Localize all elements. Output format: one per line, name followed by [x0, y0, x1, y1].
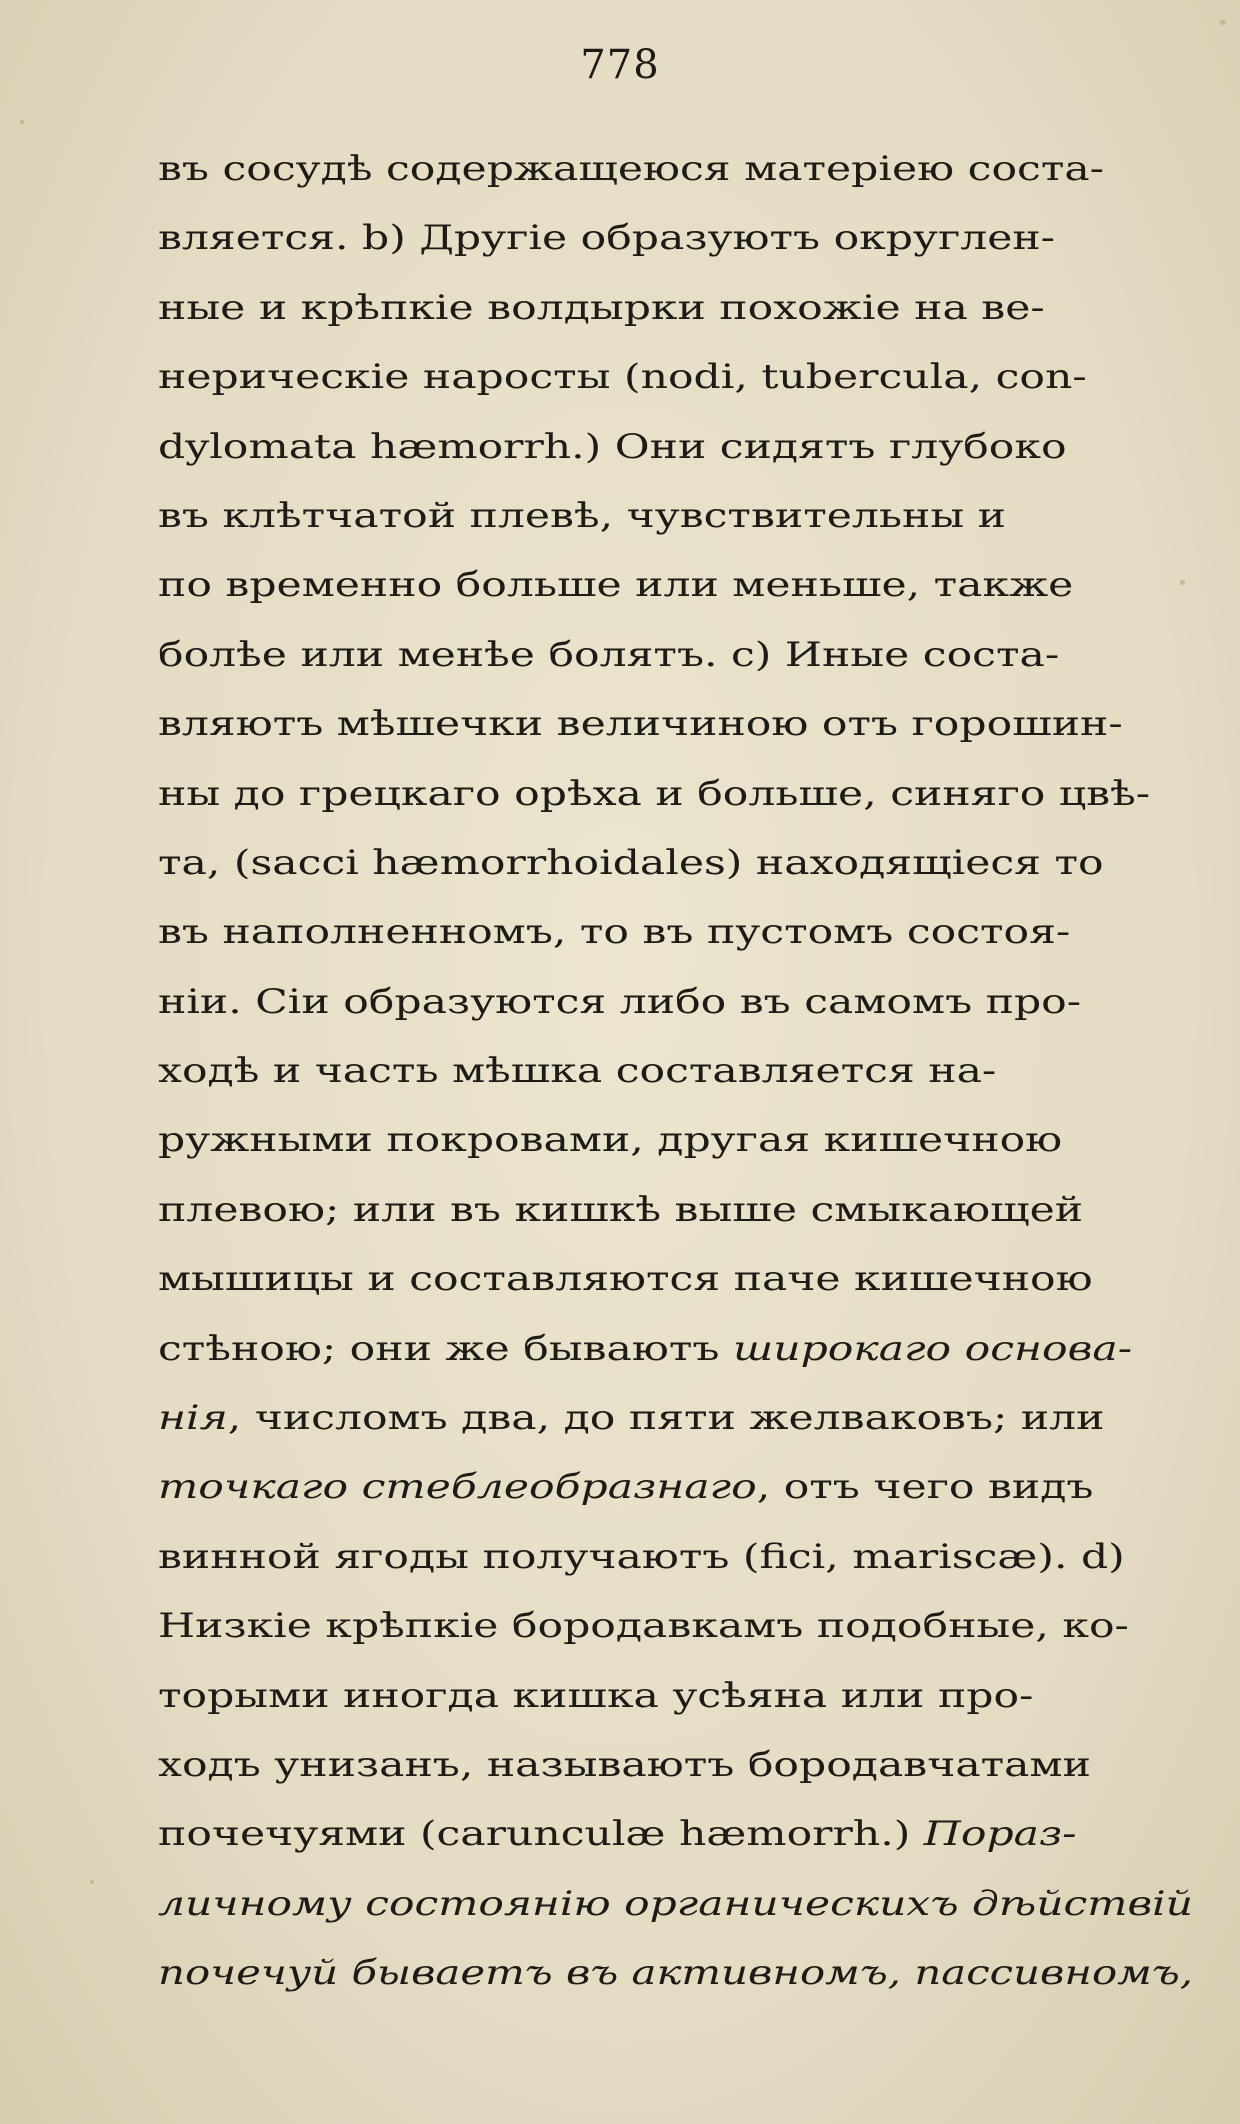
text-line-content [158, 135, 1104, 204]
text-line [158, 274, 1193, 343]
text-segment: въ клѣтчатой плевѣ, чувствительны и [158, 495, 1006, 536]
text-line [158, 343, 1193, 412]
text-line [158, 690, 1193, 759]
text-segment: мышицы и составляются паче кишечною [158, 1259, 1093, 1300]
text-line [158, 621, 1193, 690]
text-line-content [158, 551, 1073, 620]
text-line-content [158, 1939, 1193, 2008]
text-line-content [158, 482, 1006, 551]
text-segment: ходѣ и часть мѣшка составляется на- [158, 1051, 997, 1092]
text-segment: , числомъ два, до пяти желваковъ; или [227, 1398, 1105, 1439]
text-segment: вляется. b) Другіе образуютъ округлен- [158, 218, 1056, 259]
text-line-content [158, 1245, 1093, 1314]
text-segment: по временно больше или меньше, также [158, 565, 1074, 606]
text-segment: въ наполненномъ, то въ пустомъ состоя- [158, 912, 1071, 953]
text-line [158, 760, 1193, 829]
text-line [158, 1939, 1193, 2008]
text-line-content [158, 621, 1059, 690]
text-line-content [158, 1523, 1125, 1592]
italic-text-segment: Пораз- [923, 1814, 1077, 1855]
text-segment: стѣною; они же бываютъ [158, 1328, 733, 1369]
italic-text-segment: нія [158, 1398, 228, 1439]
text-line [158, 968, 1193, 1037]
text-line [158, 1662, 1193, 1731]
text-line [158, 1106, 1193, 1175]
text-line-content [158, 1384, 1104, 1453]
text-segment: болѣе или менѣе болятъ. c) Иные соста- [158, 634, 1060, 675]
text-segment: торыми иногда кишка усѣяна или про- [158, 1675, 1034, 1716]
text-line [158, 1731, 1193, 1800]
italic-text-segment: почечуй бываетъ въ активномъ, [158, 1953, 902, 1994]
text-line-content [158, 968, 1081, 1037]
text-line [158, 1453, 1193, 1522]
text-line-content [158, 1037, 996, 1106]
text-segment: , отъ чего видъ [756, 1467, 1094, 1508]
text-segment: dylomata hæmorrh.) Они сидятъ глубоко [158, 426, 1067, 467]
text-line-content [158, 1453, 1093, 1522]
paper-speck [20, 120, 24, 124]
text-line [158, 1870, 1193, 1939]
text-line-content [158, 1176, 1083, 1245]
text-line [158, 413, 1193, 482]
text-segment: плевою; или въ кишкѣ выше смыкающей [158, 1189, 1084, 1230]
text-segment: ружными покровами, другая кишечною [158, 1120, 1063, 1161]
text-segment: Низкіе крѣпкіе бородавкамъ подобные, ко- [158, 1606, 1129, 1647]
italic-text-segment: широкаго основа- [732, 1328, 1133, 1369]
text-segment: ніи. Сіи образуются либо въ самомъ про- [158, 981, 1082, 1022]
italic-text-segment: личному состоянію органическихъ дѣйствій [158, 1883, 1193, 1924]
text-line-content [158, 1662, 1033, 1731]
text-segment: ные и крѣпкіе волдырки похожіе на ве- [158, 287, 1045, 328]
italic-text-segment: пассивномъ, [914, 1953, 1194, 1994]
text-line-content [158, 274, 1045, 343]
text-line-content [158, 343, 1087, 412]
text-line-content [158, 760, 1150, 829]
text-segment: почечуями (carunculæ hæmorrh.) [158, 1814, 924, 1855]
text-line-content [158, 1592, 1129, 1661]
text-segment: ны до грецкаго орѣха и больше, синяго цвѣ- [158, 773, 1151, 814]
paper-speck [90, 1880, 94, 1884]
text-line-content [158, 690, 1123, 759]
text-line [158, 1176, 1193, 1245]
text-line [158, 1592, 1193, 1661]
text-segment: вляютъ мѣшечки величиною отъ горошин- [158, 704, 1123, 745]
text-line [158, 898, 1193, 967]
text-line-content [158, 204, 1055, 273]
text-line-content [158, 1315, 1132, 1384]
text-line [158, 1800, 1193, 1869]
text-segment: ходъ унизанъ, называютъ бородавчатами [158, 1744, 1091, 1785]
text-line [158, 1245, 1193, 1314]
italic-text-segment: точкаго стеблеобразнаго [158, 1467, 757, 1508]
text-line [158, 482, 1193, 551]
paper-speck [1220, 20, 1226, 25]
text-line [158, 204, 1193, 273]
text-line-content [158, 1870, 1193, 1939]
text-line-content [158, 413, 1067, 482]
page-number: 778 [580, 42, 660, 88]
text-segment: та, (sacci hæmorrhoidales) находящіеся то [158, 842, 1104, 883]
text-line-content [158, 1800, 1077, 1869]
text-line-content [158, 1731, 1091, 1800]
text-line [158, 1315, 1193, 1384]
text-body [158, 135, 1193, 2009]
text-line [158, 551, 1193, 620]
text-segment [901, 1953, 914, 1993]
text-segment: въ сосудѣ содержащеюся матеріею соста- [158, 149, 1105, 189]
text-line-content [158, 1106, 1062, 1175]
text-line [158, 1037, 1193, 1106]
text-segment: нерическіе наросты (nodi, tubercula, con- [158, 357, 1087, 398]
text-segment: винной ягоды получаютъ (fici, mariscæ). d) [158, 1536, 1125, 1577]
text-line [158, 1384, 1193, 1453]
text-line-content [158, 829, 1104, 898]
text-line-content [158, 898, 1070, 967]
text-line [158, 829, 1193, 898]
text-line [158, 1523, 1193, 1592]
text-line [158, 135, 1193, 204]
